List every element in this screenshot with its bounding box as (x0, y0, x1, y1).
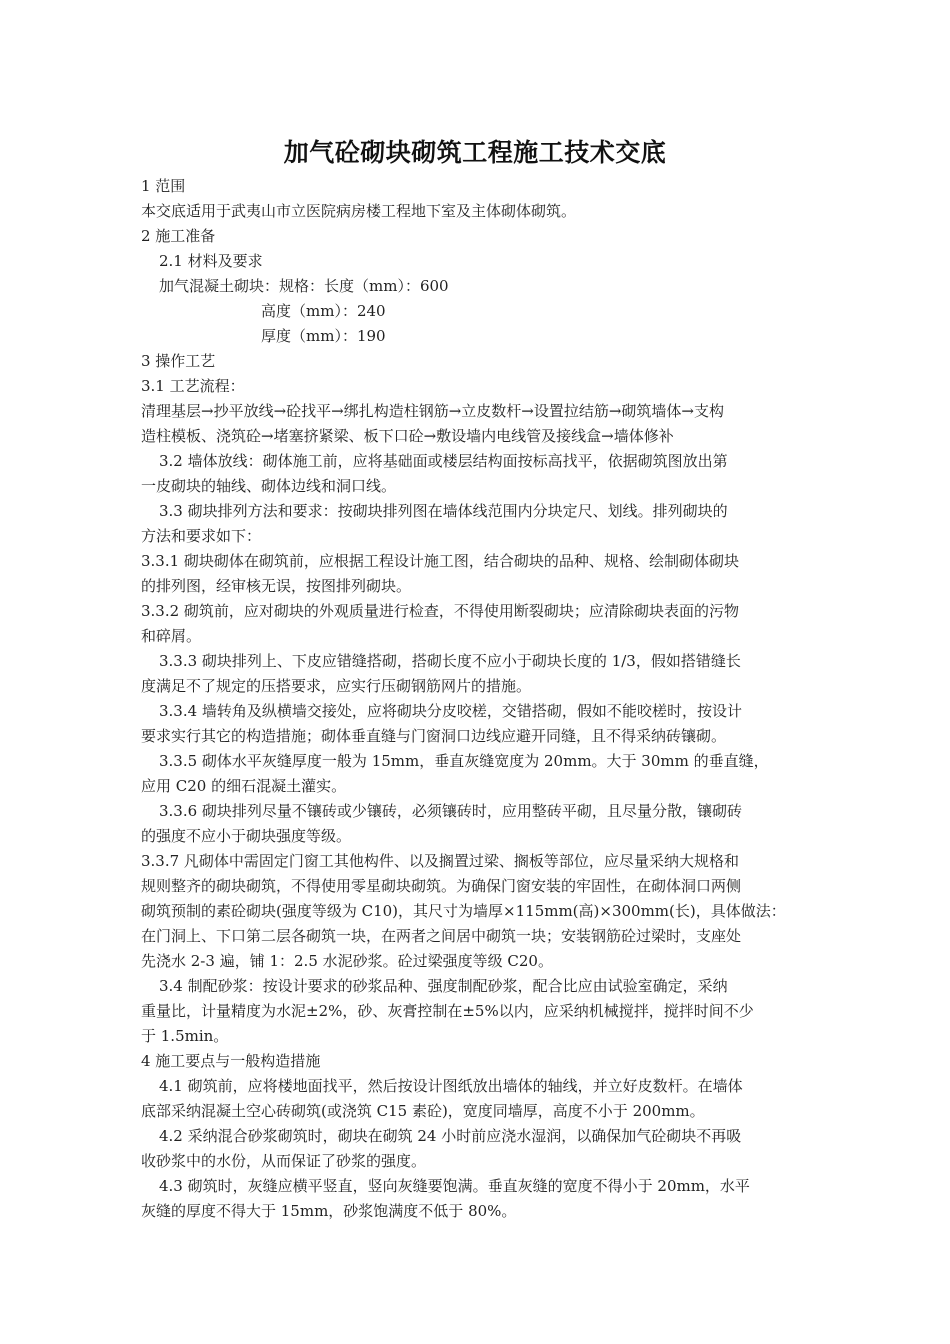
section-heading: 2 施工准备 (141, 227, 216, 245)
section-heading: 3 操作工艺 (141, 352, 216, 370)
paragraph-line: 3.3.4 墙转角及纵横墙交接处，应将砌块分皮咬槎，交错搭砌，假如不能咬槎时，按设计 (159, 702, 742, 720)
paragraph-line: 清理基层→抄平放线→砼找平→绑扎构造柱钢筋→立皮数杆→设置拉结筋→砌筑墙体→支构 (141, 402, 724, 420)
paragraph-line: 3.3 砌块排列方法和要求：按砌块排列图在墙体线范围内分块定尺、划线。排列砌块的 (159, 502, 728, 520)
document-body (141, 174, 811, 1224)
spec-line: 高度（mm）：240 (261, 302, 386, 320)
section-heading: 1 范围 (141, 177, 186, 195)
paragraph-line: 3.2 墙体放线：砌体施工前，应将基础面或楼层结构面按标高找平，依据砌筑图放出第 (159, 452, 728, 470)
paragraph-line: 规则整齐的砌块砌筑，不得使用零星砌块砌筑。为确保门窗安装的牢固性，在砌体洞口两侧 (141, 877, 742, 895)
paragraph-line: 灰缝的厚度不得大于 15mm，砂浆饱满度不低于 80%。 (141, 1202, 517, 1220)
spec-line: 加气混凝土砌块：规格：长度（mm）：600 (159, 277, 449, 295)
paragraph-line: 4.3 砌筑时，灰缝应横平竖直，竖向灰缝要饱满。垂直灰缝的宽度不得小于 20mm，水平 (159, 1177, 750, 1195)
section-heading: 4 施工要点与一般构造措施 (141, 1052, 321, 1070)
paragraph-line: 重量比，计量精度为水泥±2%，砂、灰膏控制在±5%以内，应采纳机械搅拌，搅拌时间不少 (141, 1002, 754, 1020)
paragraph-line: 3.3.7 凡砌体中需固定门窗工其他构件、以及搁置过梁、搁板等部位，应尽量采纳大规格和 (141, 852, 739, 870)
paragraph-line: 砌筑预制的素砼砌块(强度等级为 C10)，其尺寸为墙厚×115mm(高)×300mm(长)，具体做法： (141, 902, 786, 920)
subsection-heading: 2.1 材料及要求 (159, 252, 263, 270)
paragraph-line: 于 1.5min。 (141, 1027, 229, 1045)
paragraph-line: 4.2 采纳混合砂浆砌筑时，砌块在砌筑 24 小时前应浇水湿润，以确保加气砼砌块不再吸 (159, 1127, 742, 1145)
paragraph-line: 一皮砌块的轴线、砌体边线和洞口线。 (141, 477, 397, 495)
paragraph-line: 要求实行其它的构造措施；砌体垂直缝与门窗洞口边线应避开同缝，且不得采纳砖镶砌。 (141, 727, 727, 745)
subsection-heading: 3.1 工艺流程： (141, 377, 245, 395)
paragraph-line: 底部采纳混凝土空心砖砌筑(或浇筑 C15 素砼)，宽度同墙厚，高度不小于 200mm。 (141, 1102, 705, 1120)
paragraph-line: 4.1 砌筑前，应将楼地面找平，然后按设计图纸放出墙体的轴线，并立好皮数杆。在墙体 (159, 1077, 743, 1095)
paragraph-line: 和碎屑。 (141, 627, 202, 645)
paragraph-line: 3.3.1 砌块砌体在砌筑前，应根据工程设计施工图，结合砌块的品种、规格、绘制砌体砌块 (141, 552, 739, 570)
spec-line: 厚度（mm）：190 (261, 327, 386, 345)
paragraph-line: 本交底适用于武夷山市立医院病房楼工程地下室及主体砌体砌筑。 (141, 202, 577, 220)
paragraph-line: 3.3.3 砌块排列上、下皮应错缝搭砌，搭砌长度不应小于砌块长度的 1/3，假如搭错缝长 (159, 652, 741, 670)
paragraph-line: 的排列图，经审核无误，按图排列砌块。 (141, 577, 412, 595)
paragraph-line: 先浇水 2-3 遍，铺 1：2.5 水泥砂浆。砼过梁强度等级 C20。 (141, 952, 553, 970)
paragraph-line: 应用 C20 的细石混凝土灌实。 (141, 777, 347, 795)
paragraph-line: 3.3.5 砌体水平灰缝厚度一般为 15mm，垂直灰缝宽度为 20mm。大于 30mm 的垂直缝， (159, 752, 769, 770)
document-title: 加气砼砌块砌筑工程施工技术交底 (283, 138, 667, 167)
paragraph-line: 方法和要求如下： (141, 527, 262, 545)
paragraph-line: 造柱模板、浇筑砼→堵塞挤紧梁、板下口砼→敷设墙内电线管及接线盒→墙体修补 (141, 427, 674, 445)
paragraph-line: 3.3.6 砌块排列尽量不镶砖或少镶砖，必须镶砖时，应用整砖平砌，且尽量分散，镶砌砖 (159, 802, 742, 820)
paragraph-line: 3.3.2 砌筑前，应对砌块的外观质量进行检查，不得使用断裂砌块；应清除砌块表面的污物 (141, 602, 739, 620)
paragraph-line: 的强度不应小于砌块强度等级。 (141, 827, 352, 845)
paragraph-line: 在门洞上、下口第二层各砌筑一块，在两者之间居中砌筑一块；安装钢筋砼过梁时，支座处 (141, 927, 742, 945)
paragraph-line: 3.4 制配砂浆：按设计要求的砂浆品种、强度制配砂浆，配合比应由试验室确定，采纳 (159, 977, 728, 995)
paragraph-line: 收砂浆中的水份，从而保证了砂浆的强度。 (141, 1152, 427, 1170)
paragraph-line: 度满足不了规定的压搭要求，应实行压砌钢筋网片的措施。 (141, 677, 532, 695)
